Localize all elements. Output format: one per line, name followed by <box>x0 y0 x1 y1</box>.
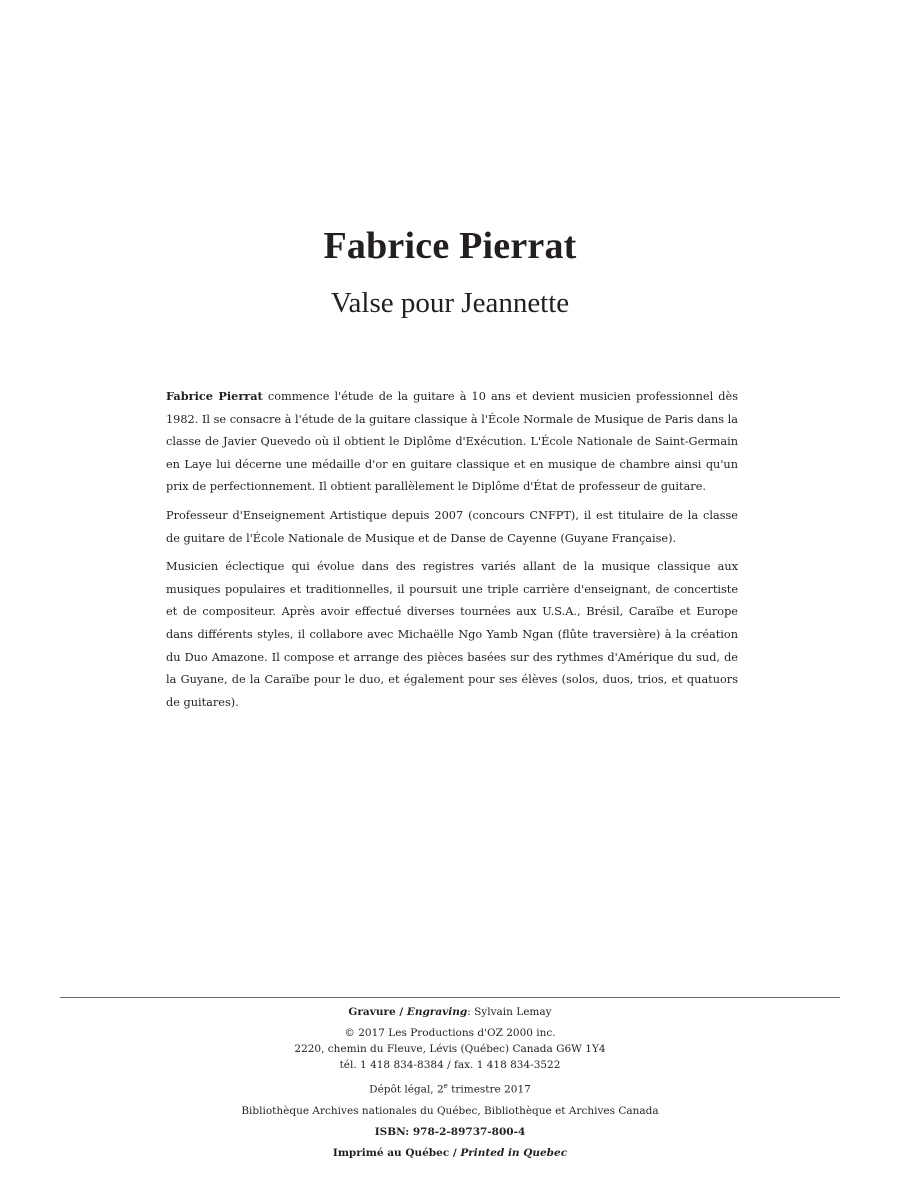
divider <box>60 997 840 998</box>
engraving-label-fr: Gravure / <box>348 1006 407 1018</box>
piece-title: Valse pour Jeannette <box>330 287 570 319</box>
legal-deposit-sup: e <box>443 1082 448 1090</box>
engraver-name: : Sylvain Lemay <box>467 1006 552 1018</box>
printed-label-en: Printed in Quebec <box>460 1146 568 1159</box>
copyright: © 2017 Les Productions d'OZ 2000 inc. <box>344 1027 556 1039</box>
bio-paragraph-1 <box>166 385 738 499</box>
printed-in <box>0 1145 900 1161</box>
legal-deposit <box>0 1078 900 1098</box>
bio-paragraph-1-text: commence l'étude de la guitare à 10 ans et devient musicien professionnel dès 1982. Il se consacre à l'étude de la guitare classique à l'École Normale de Musique de Paris dans la classe de Javier Quevedo où il obtient le Diplôme d'Exécution. L'École Nationale de Saint-Germain en Laye lui décerne une médaille d'or en guitare classique et en musique de chambre ainsi qu'un prix de perfectionnement. Il obtient parallèlement le Diplôme d'État de professeur de guitare. <box>166 390 738 494</box>
engraving-credit <box>0 1004 900 1020</box>
libraries: Bibliothèque Archives nationales du Québec, Bibliothèque et Archives Canada <box>241 1104 659 1117</box>
biography <box>166 385 738 720</box>
credits-block <box>0 1004 900 1161</box>
publisher-address: 2220, chemin du Fleuve, Lévis (Québec) Canada G6W 1Y4 <box>294 1043 606 1055</box>
engraving-label-en: Engraving <box>406 1006 468 1018</box>
isbn: ISBN: 978-2-89737-800-4 <box>374 1125 526 1138</box>
composer-name: Fabrice Pierrat <box>323 225 577 267</box>
publisher-phone: tél. 1 418 834-8384 / fax. 1 418 834-3522 <box>339 1059 561 1071</box>
bio-paragraph-3: Musicien éclectique qui évolue dans des registres variés allant de la musique classique aux musiques populaires et traditionnelles, il poursuit une triple carrière d'enseignant, de concertiste et de compositeur. Après avoir effectué diverses tournées aux U.S.A., Brésil, Caraïbe et Europe dans différents styles, il collabore avec Michaëlle Ngo Yamb Ngan (flûte traversière) à la création du Duo Amazone. Il compose et arrange des pièces basées sur des rythmes d'Amérique du sud, de la Guyane, de la Caraïbe pour le duo, et également pour ses élèves (solos, duos, trios, et quatuors de guitares). <box>166 560 738 709</box>
legal-deposit-text: Dépôt légal, 2 <box>369 1083 444 1096</box>
legal-deposit-rest: trimestre 2017 <box>447 1083 531 1096</box>
bio-composer-name: Fabrice Pierrat <box>166 389 263 403</box>
bio-paragraph-2: Professeur d'Enseignement Artistique depuis 2007 (concours CNFPT), il est titulaire de la classe de guitare de l'École Nationale de Musique et de Danse de Cayenne (Guyane Française). <box>166 508 738 545</box>
printed-label-fr: Imprimé au Québec / <box>332 1146 461 1159</box>
